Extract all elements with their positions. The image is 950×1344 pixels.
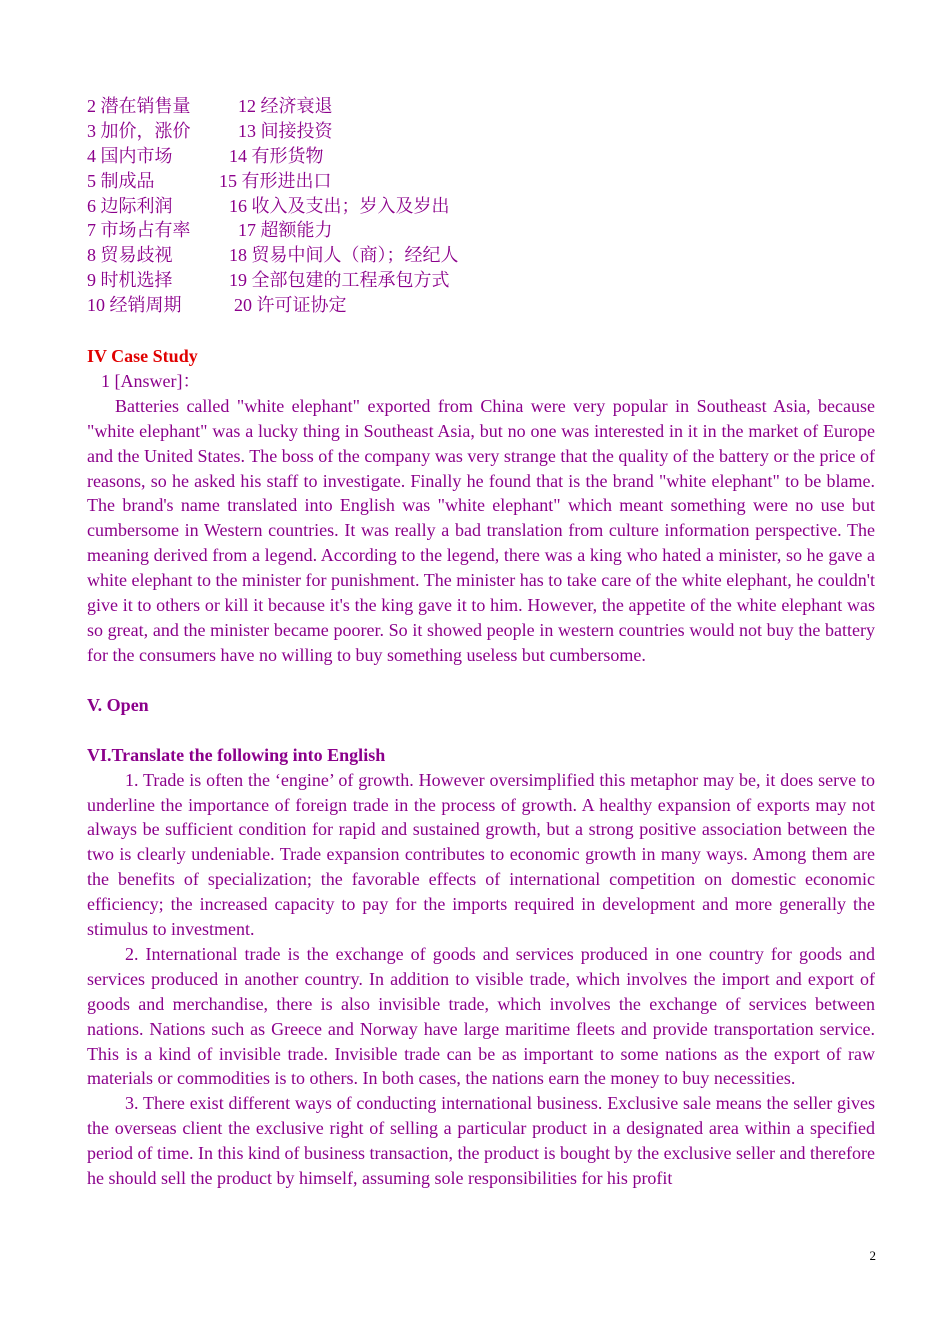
- translate-paragraph-1: 1. Trade is often the ‘engine’ of growth. However oversimplified this metaphor may be, it does serve to underline the importance of foreign trade in the process of growth. A healthy expansion of exports may not always be sufficient condition for rapid and sustained growth, but a strong positive association between the two is clearly undeniable. Trade expansion contributes to economic growth in many ways. Among them are the benefits of specialization; the favorable effects of international competition on domestic economic efficiency; the increased capacity to pay for the imports required in development and more generally the stimulus to investment.: [87, 769, 875, 940]
- glossary-term-right: 13 间接投资: [238, 120, 333, 141]
- case-study-paragraph: Batteries called "white elephant" exported from China were very popular in Southeast Asia, because "white elephant" was a lucky thing in Southeast Asia, but no one was interested in it in the market of Europe and the United States. The boss of the company was very strange that the quality of the battery or the price of reasons, so he asked his staff to investigate. Finally he found that is the brand "white elephant" to be blame. The brand's name translated into English was "white elephant" which meant something were no use but cumbersome in Western countries. It was really a bad translation from culture information perspective. The meaning derived from a legend. According to the legend, there was a king who hated a minister, so he gave a white elephant to the minister for punishment. The minister has to take care of the white elephant, he couldn't give it to others or kill it because it's the king gave it to him. However, the appetite of the white elephant was so great, and the minister became poorer. So it showed people in western countries would not buy the battery for the consumers have no willing to buy something useless but cumbersome.: [87, 395, 875, 665]
- glossary-row: [87, 218, 875, 243]
- translate-heading: VI.Translate the following into English: [87, 744, 386, 765]
- glossary-row: [87, 144, 875, 169]
- glossary-term-left: 5 制成品: [87, 170, 155, 191]
- translate-paragraph-3: 3. There exist different ways of conducting international business. Exclusive sale means the seller gives the overseas client the exclusive right of selling a particular product in a designated area within a specified period of time. In this kind of business transaction, the product is bought by the exclusive seller and therefore he should sell the product by himself, assuming sole responsibilities for his profit: [87, 1093, 875, 1189]
- glossary-row: [87, 169, 875, 194]
- glossary-term-left: 3 加价，涨价: [87, 120, 191, 141]
- glossary-term-left: 4 国内市场: [87, 145, 173, 166]
- glossary-row: [87, 194, 875, 219]
- answer-label: 1 [Answer]：: [101, 370, 201, 391]
- glossary-row: [87, 268, 875, 293]
- glossary-term-right: 14 有形货物: [229, 145, 324, 166]
- glossary-row: [87, 119, 875, 144]
- glossary-term-right: 12 经济衰退: [238, 96, 333, 116]
- glossary-term-left: 7 市场占有率: [87, 220, 191, 241]
- glossary-term-left: 6 边际利润: [87, 195, 173, 216]
- glossary-term-left: 8 贸易歧视: [87, 245, 173, 266]
- glossary-row: [87, 94, 875, 119]
- glossary-term-right: 19 全部包建的工程承包方式: [229, 270, 450, 291]
- glossary-term-right: 18 贸易中间人（商）；经纪人: [229, 245, 459, 266]
- glossary-term-right: 15 有形进出口: [219, 170, 332, 191]
- glossary-term-left: 9 时机选择: [87, 270, 173, 291]
- glossary-row: [87, 293, 875, 318]
- glossary-term-left: 2 潜在销售量: [87, 96, 191, 116]
- glossary-term-right: 20 许可证协定: [234, 295, 347, 316]
- glossary-term-right: 17 超额能力: [238, 220, 333, 241]
- glossary-row: [87, 243, 875, 268]
- document-page: [87, 94, 875, 1191]
- glossary-term-left: 10 经销周期: [87, 295, 182, 316]
- open-heading: V. Open: [87, 694, 149, 715]
- page-number: 2: [869, 1248, 876, 1263]
- glossary-term-right: 16 收入及支出；岁入及岁出: [229, 195, 450, 216]
- translate-paragraph-2: 2. International trade is the exchange of goods and services produced in one country for goods and services produced in another country. In addition to visible trade, which involves the import and export of goods and merchandise, there is also invisible trade, which involves the exchange of services between nations. Nations such as Greece and Norway have large maritime fleets and provide transportation service. This is a kind of invisible trade. Invisible trade can be as important to some nations as the export of raw materials or commodities is to others. In both cases, the nations earn the money to buy necessities.: [87, 943, 875, 1089]
- glossary-list: [87, 94, 875, 320]
- case-study-heading: IV Case Study: [87, 346, 198, 366]
